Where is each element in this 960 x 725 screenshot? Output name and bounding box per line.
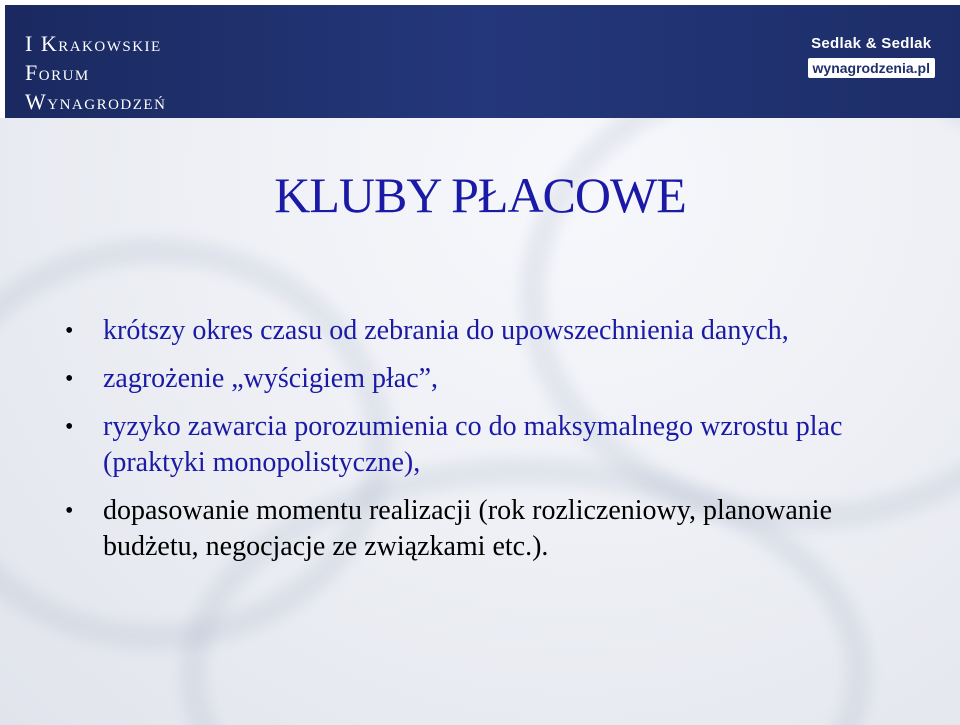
forum-title-line-3: Wynagrodzeń: [25, 89, 167, 114]
slide-title: KLUBY PŁACOWE: [274, 167, 686, 223]
bullet-item: [65, 409, 925, 481]
bullet-item: [65, 313, 925, 349]
bullet-icon: •: [65, 414, 74, 440]
bullet-list: [65, 313, 925, 577]
brand-name: Sedlak & Sedlak: [811, 35, 932, 52]
forum-logo: [25, 29, 166, 116]
bullet-text: krótszy okres czasu od zebrania do upowszechnienia danych,: [103, 315, 789, 346]
bullet-icon: •: [65, 318, 74, 344]
bullet-text: ryzyko zawarcia porozumienia co do maksymalnego wzrostu plac (praktyki monopolistyczne),: [103, 411, 843, 478]
forum-title-line-1: I Krakowskie: [25, 31, 162, 56]
brand-logo: [808, 35, 935, 78]
bullet-item: [65, 361, 925, 397]
bullet-icon: •: [65, 498, 74, 524]
brand-url: wynagrodzenia.pl: [808, 58, 935, 78]
bullet-icon: •: [65, 366, 74, 392]
header-banner: [5, 5, 960, 118]
bullet-item: [65, 493, 925, 565]
bullet-text: zagrożenie „wyścigiem płac”,: [103, 363, 439, 394]
bullet-text: dopasowanie momentu realizacji (rok rozliczeniowy, planowanie budżetu, negocjacje ze związkami etc.).: [103, 495, 833, 562]
slide-body: [0, 118, 960, 725]
forum-title-line-2: Forum: [25, 60, 90, 85]
